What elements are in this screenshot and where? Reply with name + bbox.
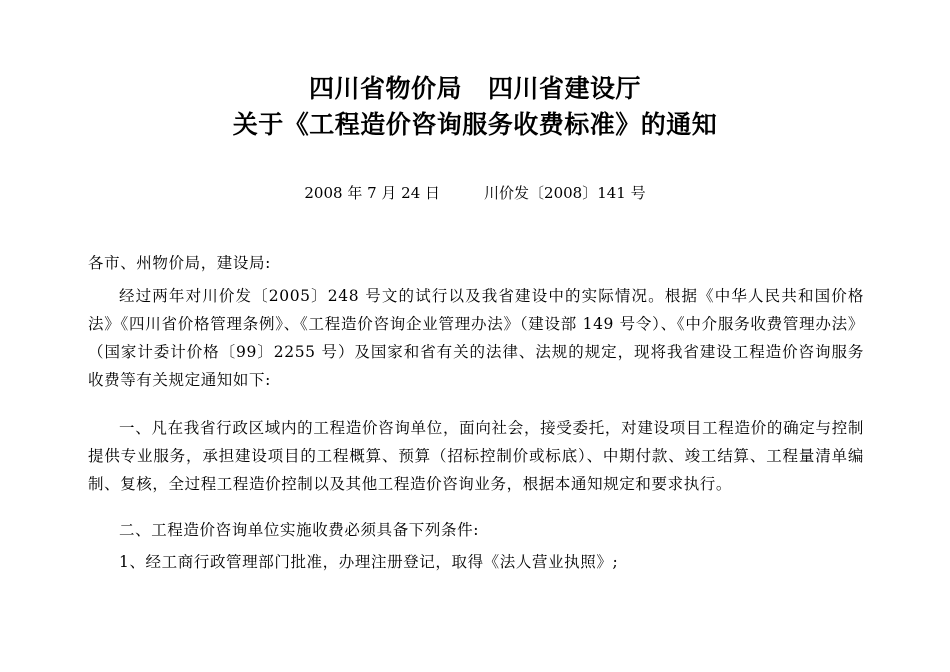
salutation: 各市、州物价局，建设局: xyxy=(88,254,271,272)
document-number: 川价发〔2008〕141 号 xyxy=(484,184,646,202)
paragraph-section-2: 二、工程造价咨询单位实施收费必须具备下列条件: xyxy=(119,521,480,539)
issuer-construction-department: 四川省建设厅 xyxy=(488,74,642,103)
paragraph-section-1: 一、凡在我省行政区域内的工程造价咨询单位，面向社会，接受委托，对建设项目工程造价的确定与控制提供专业服务，承担建设项目的工程概算、预算（招标控制价或标底）、中期付款、竣工结算、工程量清单编制、复核，全过程工程造价控制以及其他工程造价咨询业务，根据本通知规定和要求执行。 xyxy=(88,419,864,493)
paragraph-intro: 经过两年对川价发〔2005〕248 号文的试行以及我省建设中的实际情况。根据《中华人民共和国价格法》《四川省价格管理条例》、《工程造价咨询企业管理办法》（建设部 149 号令）、《中介服务收费管理办法》（国家计委计价格〔99〕2255 号）及国家和省有关的法律、法规的规定，现将我省建设工程造价咨询服务收费等有关规定通知如下: xyxy=(88,287,864,389)
document-title-line-2: 关于《工程造价咨询服务收费标准》的通知 xyxy=(232,110,718,139)
issuer-price-bureau: 四川省物价局 xyxy=(308,74,462,103)
document-title-line-1 xyxy=(0,74,950,104)
paragraph-item-1: 1、经工商行政管理部门批准，办理注册登记，取得《法人营业执照》; xyxy=(119,553,619,571)
document-meta xyxy=(0,182,950,204)
document-date: 2008 年 7 月 24 日 xyxy=(304,184,441,202)
